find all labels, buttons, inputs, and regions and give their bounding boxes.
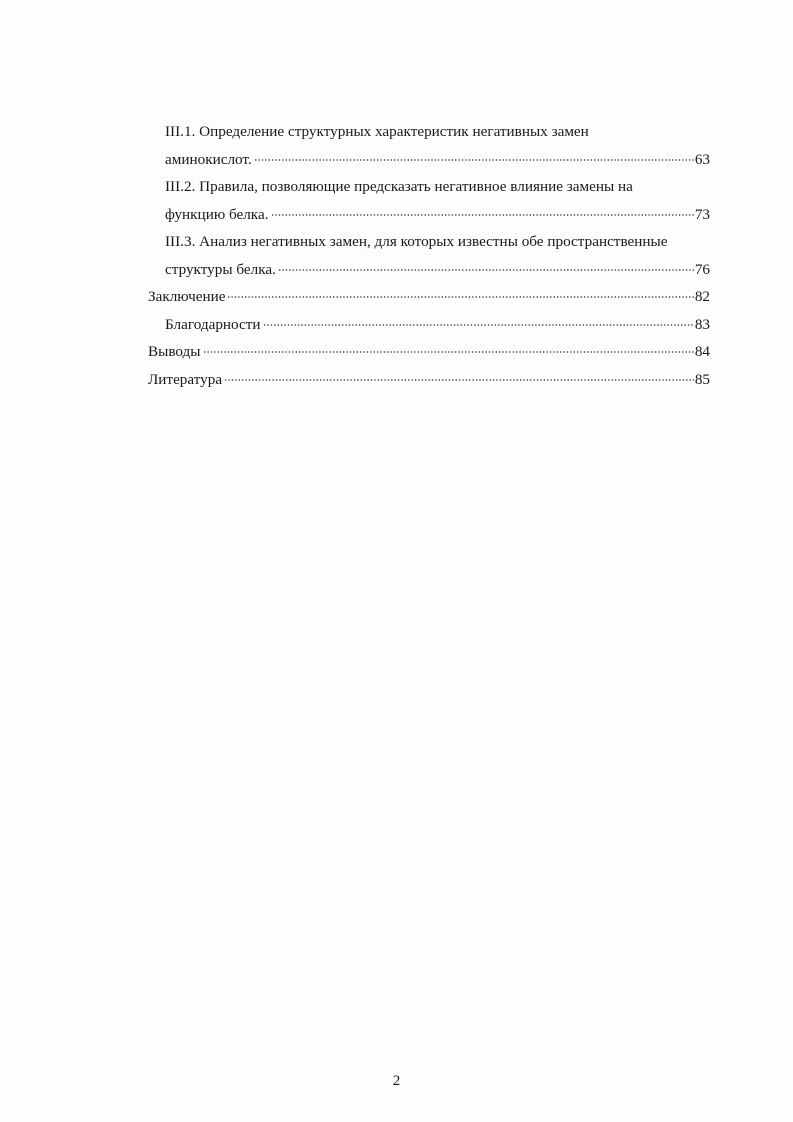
toc-page-number: 82 [694, 288, 710, 305]
toc-entry-title: III.1. Определение структурных характеристик негативных замен [165, 123, 589, 140]
toc-page-number: 85 [694, 370, 710, 388]
toc-entry-title: аминокислот. [165, 150, 252, 168]
dot-leader [203, 351, 694, 353]
toc-page-number: 84 [694, 343, 710, 360]
toc-page-number: 63 [694, 150, 710, 168]
table-of-contents [148, 118, 710, 393]
toc-entry-title: Благодарности [165, 315, 261, 333]
page-number-footer [0, 1071, 793, 1091]
dot-leader [278, 269, 694, 271]
toc-entry-iii-1-line-1 [148, 118, 710, 146]
toc-entry-iii-1-line-2[interactable] [148, 146, 710, 174]
page-number: 2 [392, 1073, 401, 1089]
toc-entry-findings[interactable] [148, 338, 710, 366]
toc-entry-iii-2-line-2[interactable] [148, 201, 710, 229]
dot-leader [227, 296, 693, 298]
dot-leader [271, 214, 694, 216]
dot-leader [224, 379, 694, 381]
dot-leader [263, 324, 694, 326]
toc-page-number: 73 [694, 205, 710, 223]
toc-entry-title: Выводы [148, 343, 201, 360]
toc-entry-title: Литература [148, 370, 223, 388]
toc-entry-title: III.3. Анализ негативных замен, для которых известны обе пространственные [165, 233, 668, 250]
toc-entry-title: структуры белка. [165, 260, 276, 278]
toc-entry-iii-2-line-1 [148, 173, 710, 201]
toc-entry-title: III.2. Правила, позволяющие предсказать негативное влияние замены на [165, 178, 633, 195]
toc-entry-acknowledgements[interactable] [148, 311, 710, 339]
toc-page-number: 83 [694, 315, 710, 333]
toc-page-number: 76 [694, 260, 710, 278]
dot-leader [254, 159, 694, 161]
toc-entry-iii-3-line-1 [148, 228, 710, 256]
toc-entry-title: функцию белка. [165, 205, 269, 223]
toc-entry-conclusion[interactable] [148, 283, 710, 311]
toc-entry-references[interactable] [148, 366, 710, 394]
toc-entry-iii-3-line-2[interactable] [148, 256, 710, 284]
toc-entry-title: Заключение [148, 288, 226, 305]
